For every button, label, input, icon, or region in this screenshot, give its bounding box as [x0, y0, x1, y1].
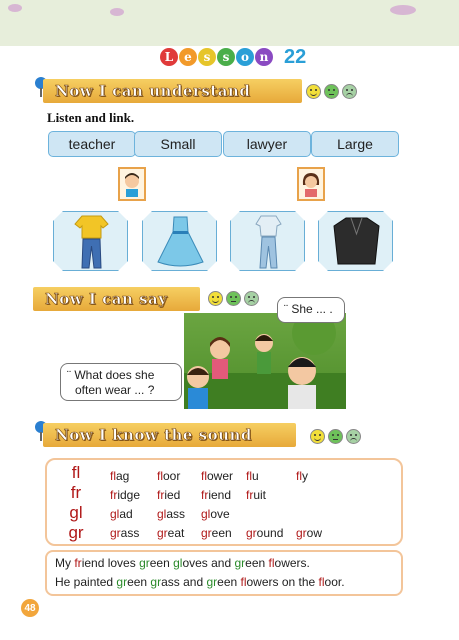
- phonics-prefix: gl: [110, 507, 120, 521]
- phonics-word: [246, 526, 283, 540]
- phonics-prefix: gl: [201, 507, 211, 521]
- phonics-sentence: [55, 575, 345, 589]
- lesson-letter: o: [236, 48, 254, 66]
- phonics-rest: y: [302, 469, 308, 483]
- phonics-rest: oor: [163, 469, 181, 483]
- phonics-prefix: fr: [201, 488, 209, 502]
- digraph: fl: [71, 463, 81, 482]
- sentence-segment: fl: [240, 575, 247, 589]
- sentence-segment: een: [127, 575, 151, 589]
- word-card[interactable]: Small: [134, 131, 222, 157]
- sad-face-icon[interactable]: [346, 429, 361, 444]
- lesson-title: [160, 44, 306, 70]
- phonics-word: [157, 526, 184, 540]
- phonics-prefix: gr: [110, 526, 121, 540]
- phonics-prefix: fr: [157, 488, 165, 502]
- phonics-prefix: gl: [157, 507, 167, 521]
- children-illustration: [184, 313, 346, 409]
- neutral-face-icon[interactable]: [324, 84, 339, 99]
- phonics-prefix: fr: [246, 488, 254, 502]
- boy-avatar-icon[interactable]: [118, 167, 146, 201]
- section-banner-understand: [43, 79, 302, 103]
- sentence-segment: He painted: [55, 575, 117, 589]
- phonics-rest: ass: [166, 507, 186, 521]
- word-card[interactable]: teacher: [48, 131, 136, 157]
- phonics-prefix: gr: [246, 526, 257, 540]
- clothing-card-shirt-jeans[interactable]: [53, 211, 128, 271]
- section-title: Now I can understand: [55, 82, 251, 100]
- speech-text: ¨ She ... .: [284, 302, 333, 316]
- lesson-letter: e: [179, 48, 197, 66]
- phonics-rest: ow: [306, 526, 323, 540]
- happy-face-icon[interactable]: [306, 84, 321, 99]
- dress-icon: [143, 212, 218, 272]
- sad-face-icon[interactable]: [342, 84, 357, 99]
- phonics-prefix: fr: [110, 488, 118, 502]
- phonics-word: [157, 469, 180, 483]
- sentence-segment: gr: [139, 556, 150, 570]
- sentence-segment: gr: [234, 556, 246, 570]
- sentence-segment: een: [149, 556, 174, 570]
- self-assessment-faces: [306, 84, 357, 99]
- self-assessment-faces: [310, 429, 361, 444]
- sentence-segment: oor.: [324, 575, 345, 589]
- phonics-rest: uit: [253, 488, 267, 502]
- lesson-letter: n: [255, 48, 273, 66]
- header-band: [0, 0, 459, 46]
- phonics-rest: ound: [256, 526, 284, 540]
- jacket-icon: [319, 212, 394, 272]
- instruction-text: Listen and link.: [47, 110, 135, 125]
- phonics-rest: een: [211, 526, 232, 540]
- phonics-word: [110, 488, 140, 502]
- digraph: gr: [68, 523, 84, 542]
- happy-face-icon[interactable]: [310, 429, 325, 444]
- phonics-rest: ass: [120, 526, 140, 540]
- word-card[interactable]: lawyer: [223, 131, 311, 157]
- phonics-rest: ove: [210, 507, 230, 521]
- phonics-prefix: fl: [201, 469, 207, 483]
- clothing-card-dress[interactable]: [142, 211, 217, 271]
- shirt-jeans-icon: [54, 212, 129, 272]
- phonics-word: [157, 488, 180, 502]
- section-title: Now I know the sound: [55, 426, 252, 444]
- phonics-rest: iend: [208, 488, 232, 502]
- phonics-word: [296, 526, 322, 540]
- phonics-prefix: gr: [296, 526, 307, 540]
- leaf-decoration: [8, 4, 22, 12]
- phonics-prefix: gr: [157, 526, 168, 540]
- digraph: gl: [69, 503, 83, 522]
- clothing-card-shirt-pants[interactable]: [230, 211, 305, 271]
- phonics-prefix: fl: [296, 469, 302, 483]
- speech-bubble-question: [60, 363, 182, 401]
- speech-text: ¨ What does she: [67, 368, 155, 382]
- lesson-letter: s: [217, 48, 235, 66]
- phonics-word: [201, 469, 233, 483]
- sad-face-icon[interactable]: [244, 291, 259, 306]
- sentence-segment: oves and: [182, 556, 235, 570]
- phonics-rest: ad: [119, 507, 133, 521]
- phonics-rest: eat: [167, 526, 185, 540]
- sentence-segment: gr: [150, 575, 162, 589]
- page-number: 48: [21, 599, 39, 617]
- phonics-word: [110, 469, 129, 483]
- section-banner-sound: [43, 423, 296, 447]
- phonics-rest: idge: [117, 488, 141, 502]
- neutral-face-icon[interactable]: [226, 291, 241, 306]
- phonics-word: [201, 488, 231, 502]
- sentence-segment: gl: [173, 556, 183, 570]
- phonics-word: [110, 526, 139, 540]
- speech-text: often wear ... ?: [75, 383, 155, 397]
- lesson-letter: L: [160, 48, 178, 66]
- sentence-segment: gr: [116, 575, 128, 589]
- phonics-word: [201, 507, 230, 521]
- sentence-segment: My: [55, 556, 75, 570]
- shirt-pants-icon: [231, 212, 306, 272]
- sentence-segment: fl: [318, 575, 325, 589]
- sentence-segment: een: [217, 575, 241, 589]
- sentence-segment: owers on the: [246, 575, 319, 589]
- digraph-column: [53, 463, 99, 543]
- phonics-word: [157, 507, 185, 521]
- phonics-word: [246, 488, 266, 502]
- phonics-prefix: fl: [110, 469, 116, 483]
- phonics-prefix: fl: [246, 469, 252, 483]
- sentence-segment: owers.: [274, 556, 310, 570]
- speech-bubble-she: [277, 297, 345, 323]
- phonics-rest: u: [252, 469, 259, 483]
- sentence-segment: fl: [268, 556, 275, 570]
- phonics-rest: ower: [207, 469, 234, 483]
- lesson-letter: s: [198, 48, 216, 66]
- phonics-word: [246, 469, 259, 483]
- digraph: fr: [70, 483, 82, 502]
- phonics-sentence: [55, 556, 310, 570]
- phonics-word: [296, 469, 308, 483]
- clothing-card-jacket[interactable]: [318, 211, 393, 271]
- girl-avatar-icon[interactable]: [297, 167, 325, 201]
- sentence-segment: een: [245, 556, 269, 570]
- section-banner-say: [33, 287, 200, 311]
- leaf-decoration: [390, 5, 416, 15]
- leaf-decoration: [110, 8, 124, 16]
- phonics-word: [110, 507, 133, 521]
- phonics-rest: ied: [164, 488, 181, 502]
- sentence-segment: iend loves: [81, 556, 140, 570]
- phonics-prefix: fl: [157, 469, 163, 483]
- section-title: Now I can say: [45, 290, 168, 308]
- neutral-face-icon[interactable]: [328, 429, 343, 444]
- children-scene-image: [184, 313, 346, 409]
- lesson-number: 22: [284, 45, 307, 68]
- phonics-prefix: gr: [201, 526, 212, 540]
- self-assessment-faces: [208, 291, 259, 306]
- sentence-segment: fr: [74, 556, 82, 570]
- happy-face-icon[interactable]: [208, 291, 223, 306]
- phonics-word: [201, 526, 232, 540]
- sentence-segment: ass and: [161, 575, 207, 589]
- sentence-segment: gr: [206, 575, 218, 589]
- phonics-rest: ag: [116, 469, 130, 483]
- word-card[interactable]: Large: [311, 131, 399, 157]
